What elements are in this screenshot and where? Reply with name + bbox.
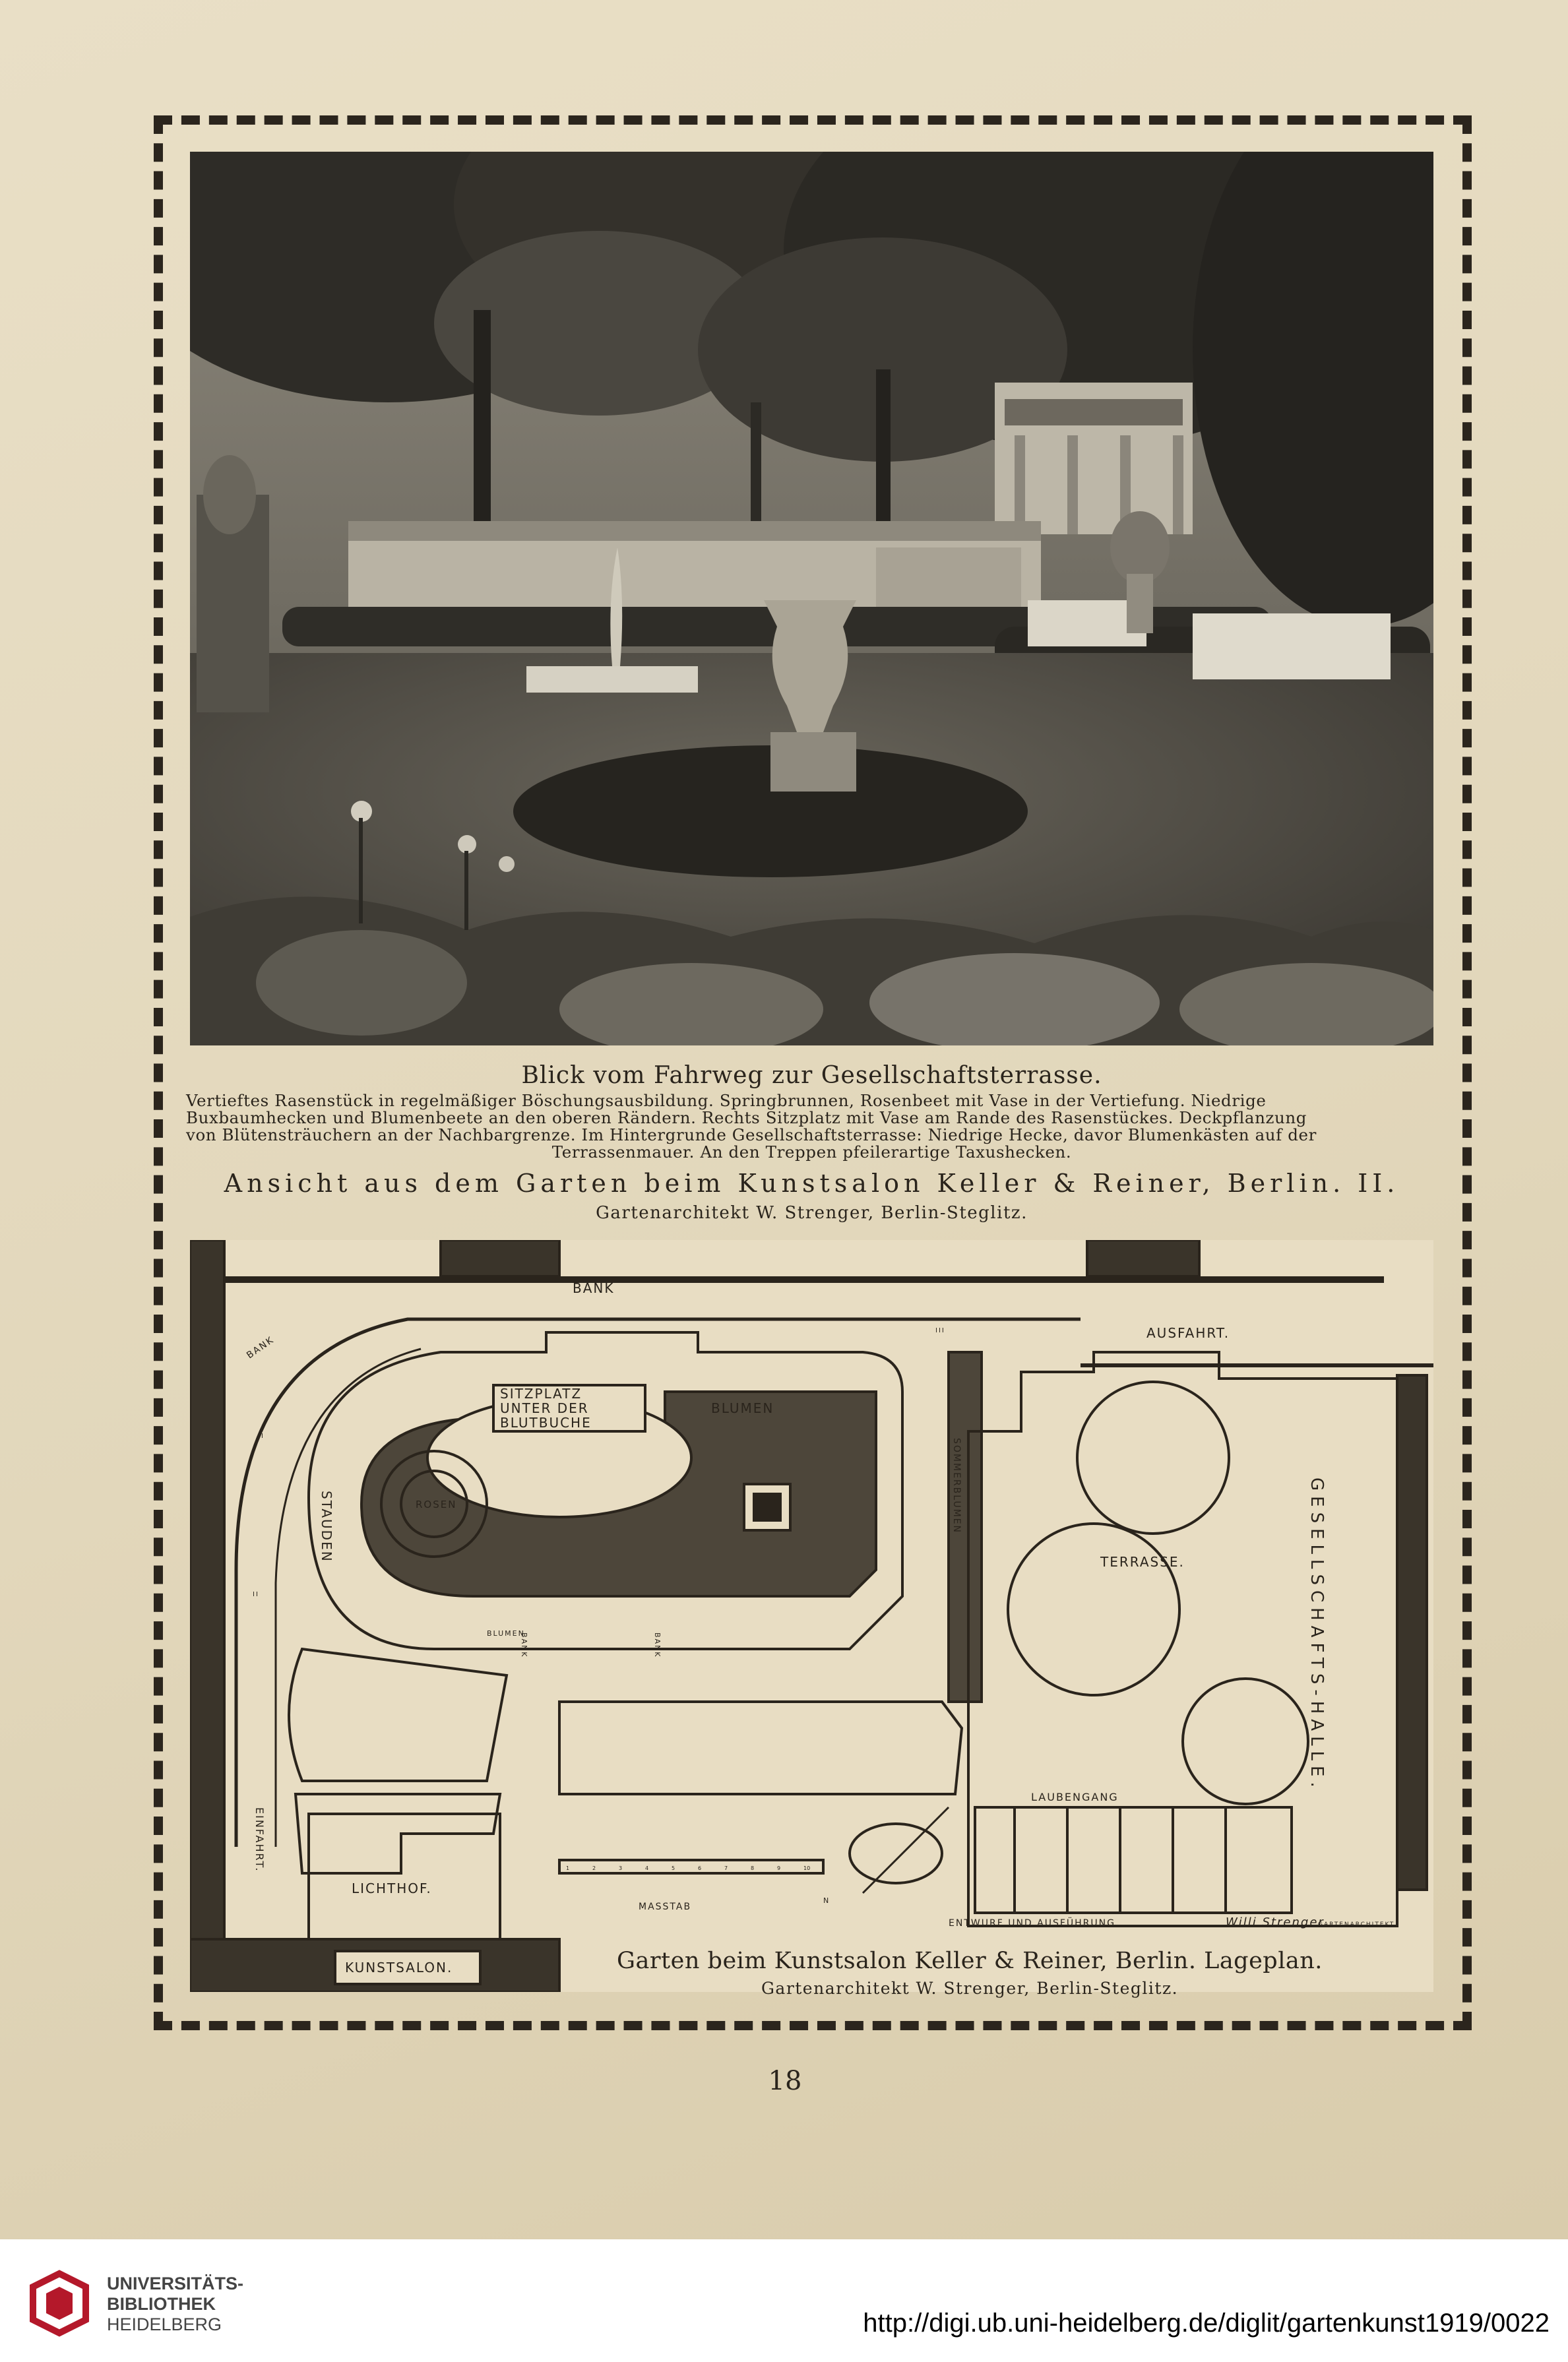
plan-label-lichthof: LICHTHOF. [352, 1880, 432, 1896]
caption-line: Buxbaumhecken und Blumenbeete an den oberen Rändern. Rechts Sitzplatz mit Vase am Rande des Rasenstückes. Deckpflanzung [186, 1108, 1307, 1127]
plan-label-blumen-small: BLUMEN [487, 1629, 525, 1638]
plan-title: Garten beim Kunstsalon Keller & Reiner, Berlin. Lageplan. [617, 1948, 1323, 1974]
university-library-logo-text[interactable] [107, 2274, 243, 2335]
viewer-footer [0, 2239, 1568, 2362]
plan-view-marker: I [261, 1433, 265, 1440]
plan-label-sommerblumen: SOMMERBLUMEN [951, 1438, 962, 1534]
caption-line: von Blütensträuchern an der Nachbargrenze. Im Hintergrunde Gesellschaftsterrasse: Niedrige Hecke, davor Blumenkästen auf der [186, 1125, 1317, 1144]
plan-label-north: N [823, 1896, 831, 1905]
plan-signature: Willi Strenger [1226, 1915, 1325, 1929]
logo-line: HEIDELBERG [107, 2315, 222, 2334]
plan-label-stauden: STAUDEN [319, 1491, 334, 1563]
plan-label-rosen: ROSEN [416, 1499, 457, 1510]
logo-line: BIBLIOTHEK [107, 2294, 216, 2314]
plan-label-bank: BANK [573, 1280, 615, 1296]
plan-label-kunstsalon: KUNSTSALON. [345, 1960, 453, 1975]
plan-architect: Gartenarchitekt W. Strenger, Berlin-Steglitz. [761, 1979, 1179, 1998]
scale-tick-label: 9 [777, 1865, 781, 1871]
plan-label-bank: BANK [245, 1334, 276, 1361]
logo-line: UNIVERSITÄTS- [107, 2274, 244, 2293]
scale-tick-label: 4 [645, 1865, 649, 1871]
plan-label-gartenarchitekt: GARTENARCHITEKT [1318, 1921, 1395, 1928]
scale-tick-label: 10 [803, 1865, 811, 1871]
permalink-url[interactable]: http://digi.ub.uni-heidelberg.de/diglit/gartenkunst1919/0022 [863, 2309, 1550, 2338]
scale-tick-label: 6 [698, 1865, 702, 1871]
plan-label-bank: BANK [520, 1632, 528, 1658]
series-architect: Gartenarchitekt W. Strenger, Berlin-Steglitz. [596, 1203, 1028, 1223]
photo-caption-title: Blick vom Fahrweg zur Gesellschaftsterrasse. [521, 1062, 1102, 1089]
garden-photograph [190, 152, 1433, 1045]
plan-label-sitzplatz: BLUTBUCHE [500, 1415, 592, 1431]
scale-tick-label: 5 [672, 1865, 675, 1871]
plan-label-einfahrt: EINFAHRT. [253, 1807, 266, 1873]
scale-tick-label: 7 [724, 1865, 728, 1871]
plan-label-laubengang: LAUBENGANG [1031, 1791, 1119, 1803]
scale-tick-label: 3 [619, 1865, 623, 1871]
photo-caption-text [186, 1092, 1437, 1161]
plan-label-blumen: BLUMEN [711, 1400, 774, 1416]
university-library-logo-icon[interactable] [26, 2267, 92, 2340]
plan-label-sitzplatz: SITZPLATZ [500, 1386, 582, 1402]
plan-label-masstab: MASSTAB [639, 1902, 692, 1912]
plan-view-marker: III [935, 1327, 945, 1334]
plan-label-ausfahrt: AUSFAHRT. [1146, 1325, 1230, 1341]
plan-label-bank: BANK [653, 1632, 662, 1658]
plan-label-gesellschaftshalle: GESELLSCHAFTS-HALLE. [1307, 1477, 1327, 1793]
page-number: 18 [768, 2066, 802, 2096]
caption-line: Terrassenmauer. An den Treppen pfeilerartige Taxushecken. [551, 1142, 1072, 1162]
site-plan [190, 1240, 1433, 1992]
caption-line: Vertieftes Rasenstück in regelmäßiger Böschungsausbildung. Springbrunnen, Rosenbeet mit Vase in der Vertiefung. Niedrige [186, 1091, 1267, 1110]
plan-label-sitzplatz: UNTER DER [500, 1400, 589, 1416]
plan-label-terrasse: TERRASSE. [1100, 1554, 1185, 1570]
scale-tick-label: 8 [751, 1865, 755, 1871]
scale-tick-label: 2 [592, 1865, 596, 1871]
series-title: Ansicht aus dem Garten beim Kunstsalon Keller & Reiner, Berlin. II. [224, 1169, 1400, 1198]
plan-view-marker: II [253, 1591, 259, 1598]
scale-tick-label: 1 [566, 1865, 570, 1871]
plan-label-entwurf: ENTWURF UND AUSFÜHRUNG [949, 1918, 1115, 1929]
